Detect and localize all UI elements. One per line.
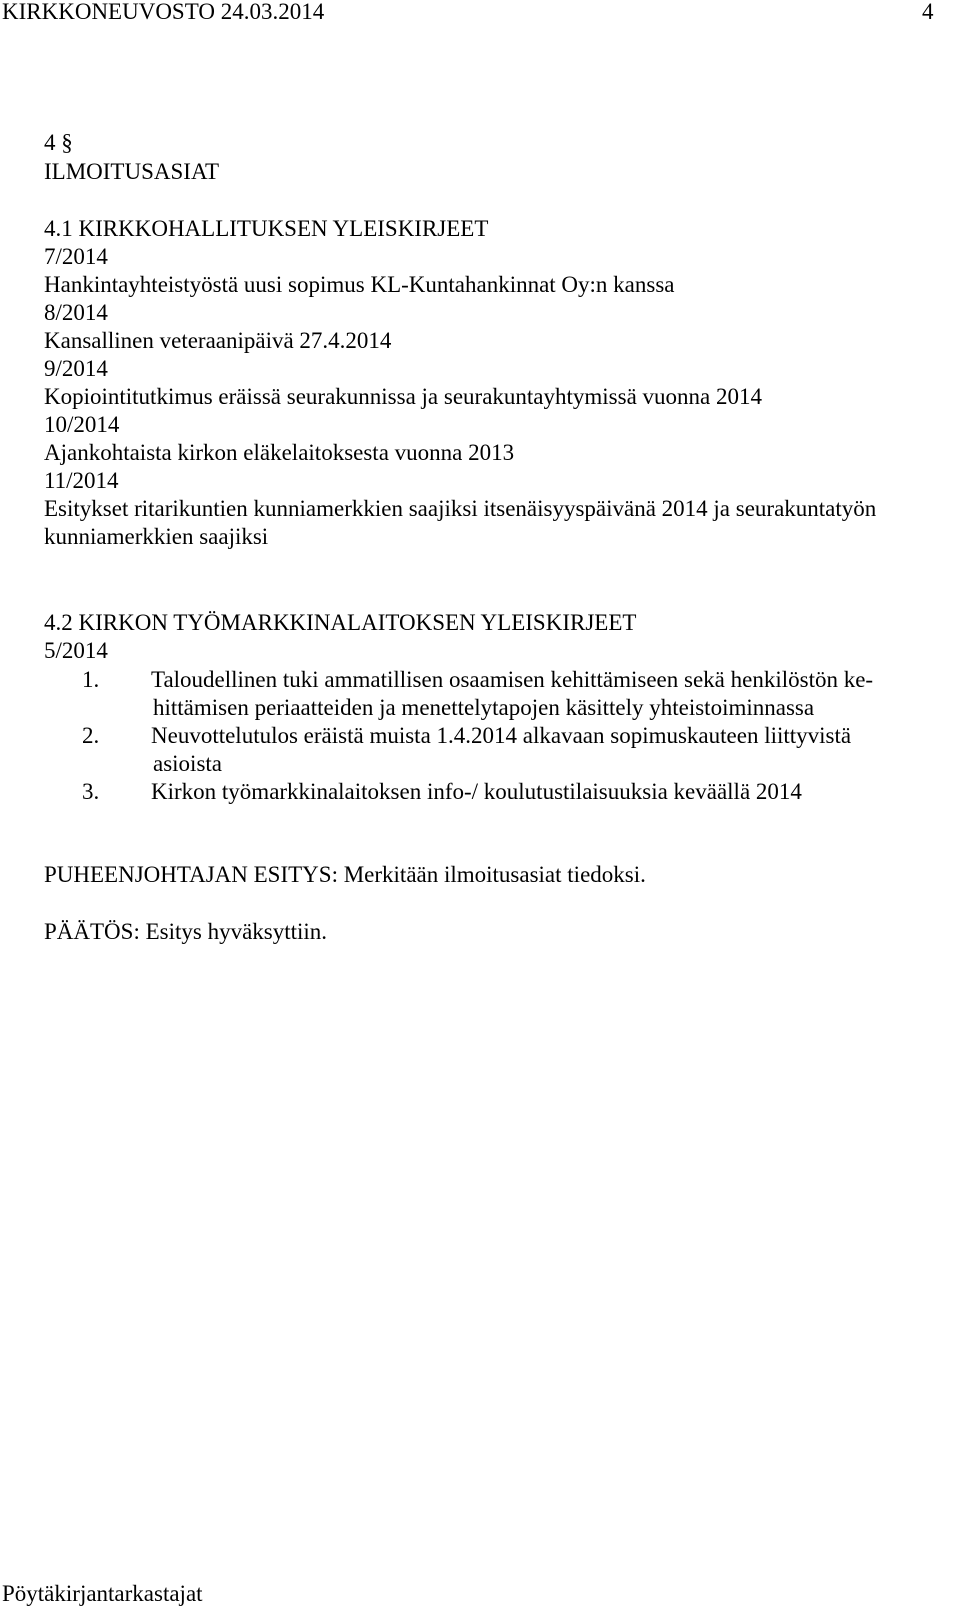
list-item-text: Neuvottelutulos eräistä muista 1.4.2014 alkavaan sopimuskauteen liittyvistä [151,723,852,748]
subsection-title-church-council-letters: 4.1 KIRKKOHALLITUKSEN YLEISKIRJEET [44,216,489,241]
letter-number: 5/2014 [44,638,108,663]
section-title: ILMOITUSASIAT [44,159,220,184]
list-item-text-continuation: hittämisen periaatteiden ja menettelytapojen käsittely yhteistoiminnassa [153,695,815,720]
letter-title: Ajankohtaista kirkon eläkelaitoksesta vuonna 2013 [44,440,515,465]
letter-number: 10/2014 [44,412,120,437]
letter-title-continuation: kunniamerkkien saajiksi [44,524,269,549]
page-number: 4 [922,0,934,24]
list-item-text: Kirkon työmarkkinalaitoksen info-/ koulutustilaisuuksia keväällä 2014 [151,779,802,804]
section-number: 4 § [44,130,73,155]
footer-minutes-checkers: Pöytäkirjantarkastajat [2,1581,203,1606]
list-item-number: 3. [82,779,100,804]
letter-title: Hankintayhteistyöstä uusi sopimus KL-Kuntahankinnat Oy:n kanssa [44,272,675,297]
decision: PÄÄTÖS: Esitys hyväksyttiin. [44,919,328,944]
letter-title: Kansallinen veteraanipäivä 27.4.2014 [44,328,392,353]
subsection-title-labour-market-letters: 4.2 KIRKON TYÖMARKKINALAITOKSEN YLEISKIRJEET [44,610,637,635]
chair-proposal: PUHEENJOHTAJAN ESITYS: Merkitään ilmoitusasiat tiedoksi. [44,862,646,887]
letter-number: 9/2014 [44,356,108,381]
letter-number: 7/2014 [44,244,108,269]
header-meeting-date: KIRKKONEUVOSTO 24.03.2014 [2,0,325,24]
list-item-number: 1. [82,667,100,692]
list-item-text-continuation: asioista [153,751,222,776]
list-item-number: 2. [82,723,100,748]
letter-title: Kopiointitutkimus eräissä seurakunnissa ja seurakuntayhtymissä vuonna 2014 [44,384,762,409]
letter-title: Esitykset ritarikuntien kunniamerkkien saajiksi itsenäisyyspäivänä 2014 ja seurakuntatyön [44,496,877,521]
list-item-text: Taloudellinen tuki ammatillisen osaamisen kehittämiseen sekä henkilöstön ke- [151,667,874,692]
letter-number: 8/2014 [44,300,108,325]
letter-number: 11/2014 [44,468,119,493]
